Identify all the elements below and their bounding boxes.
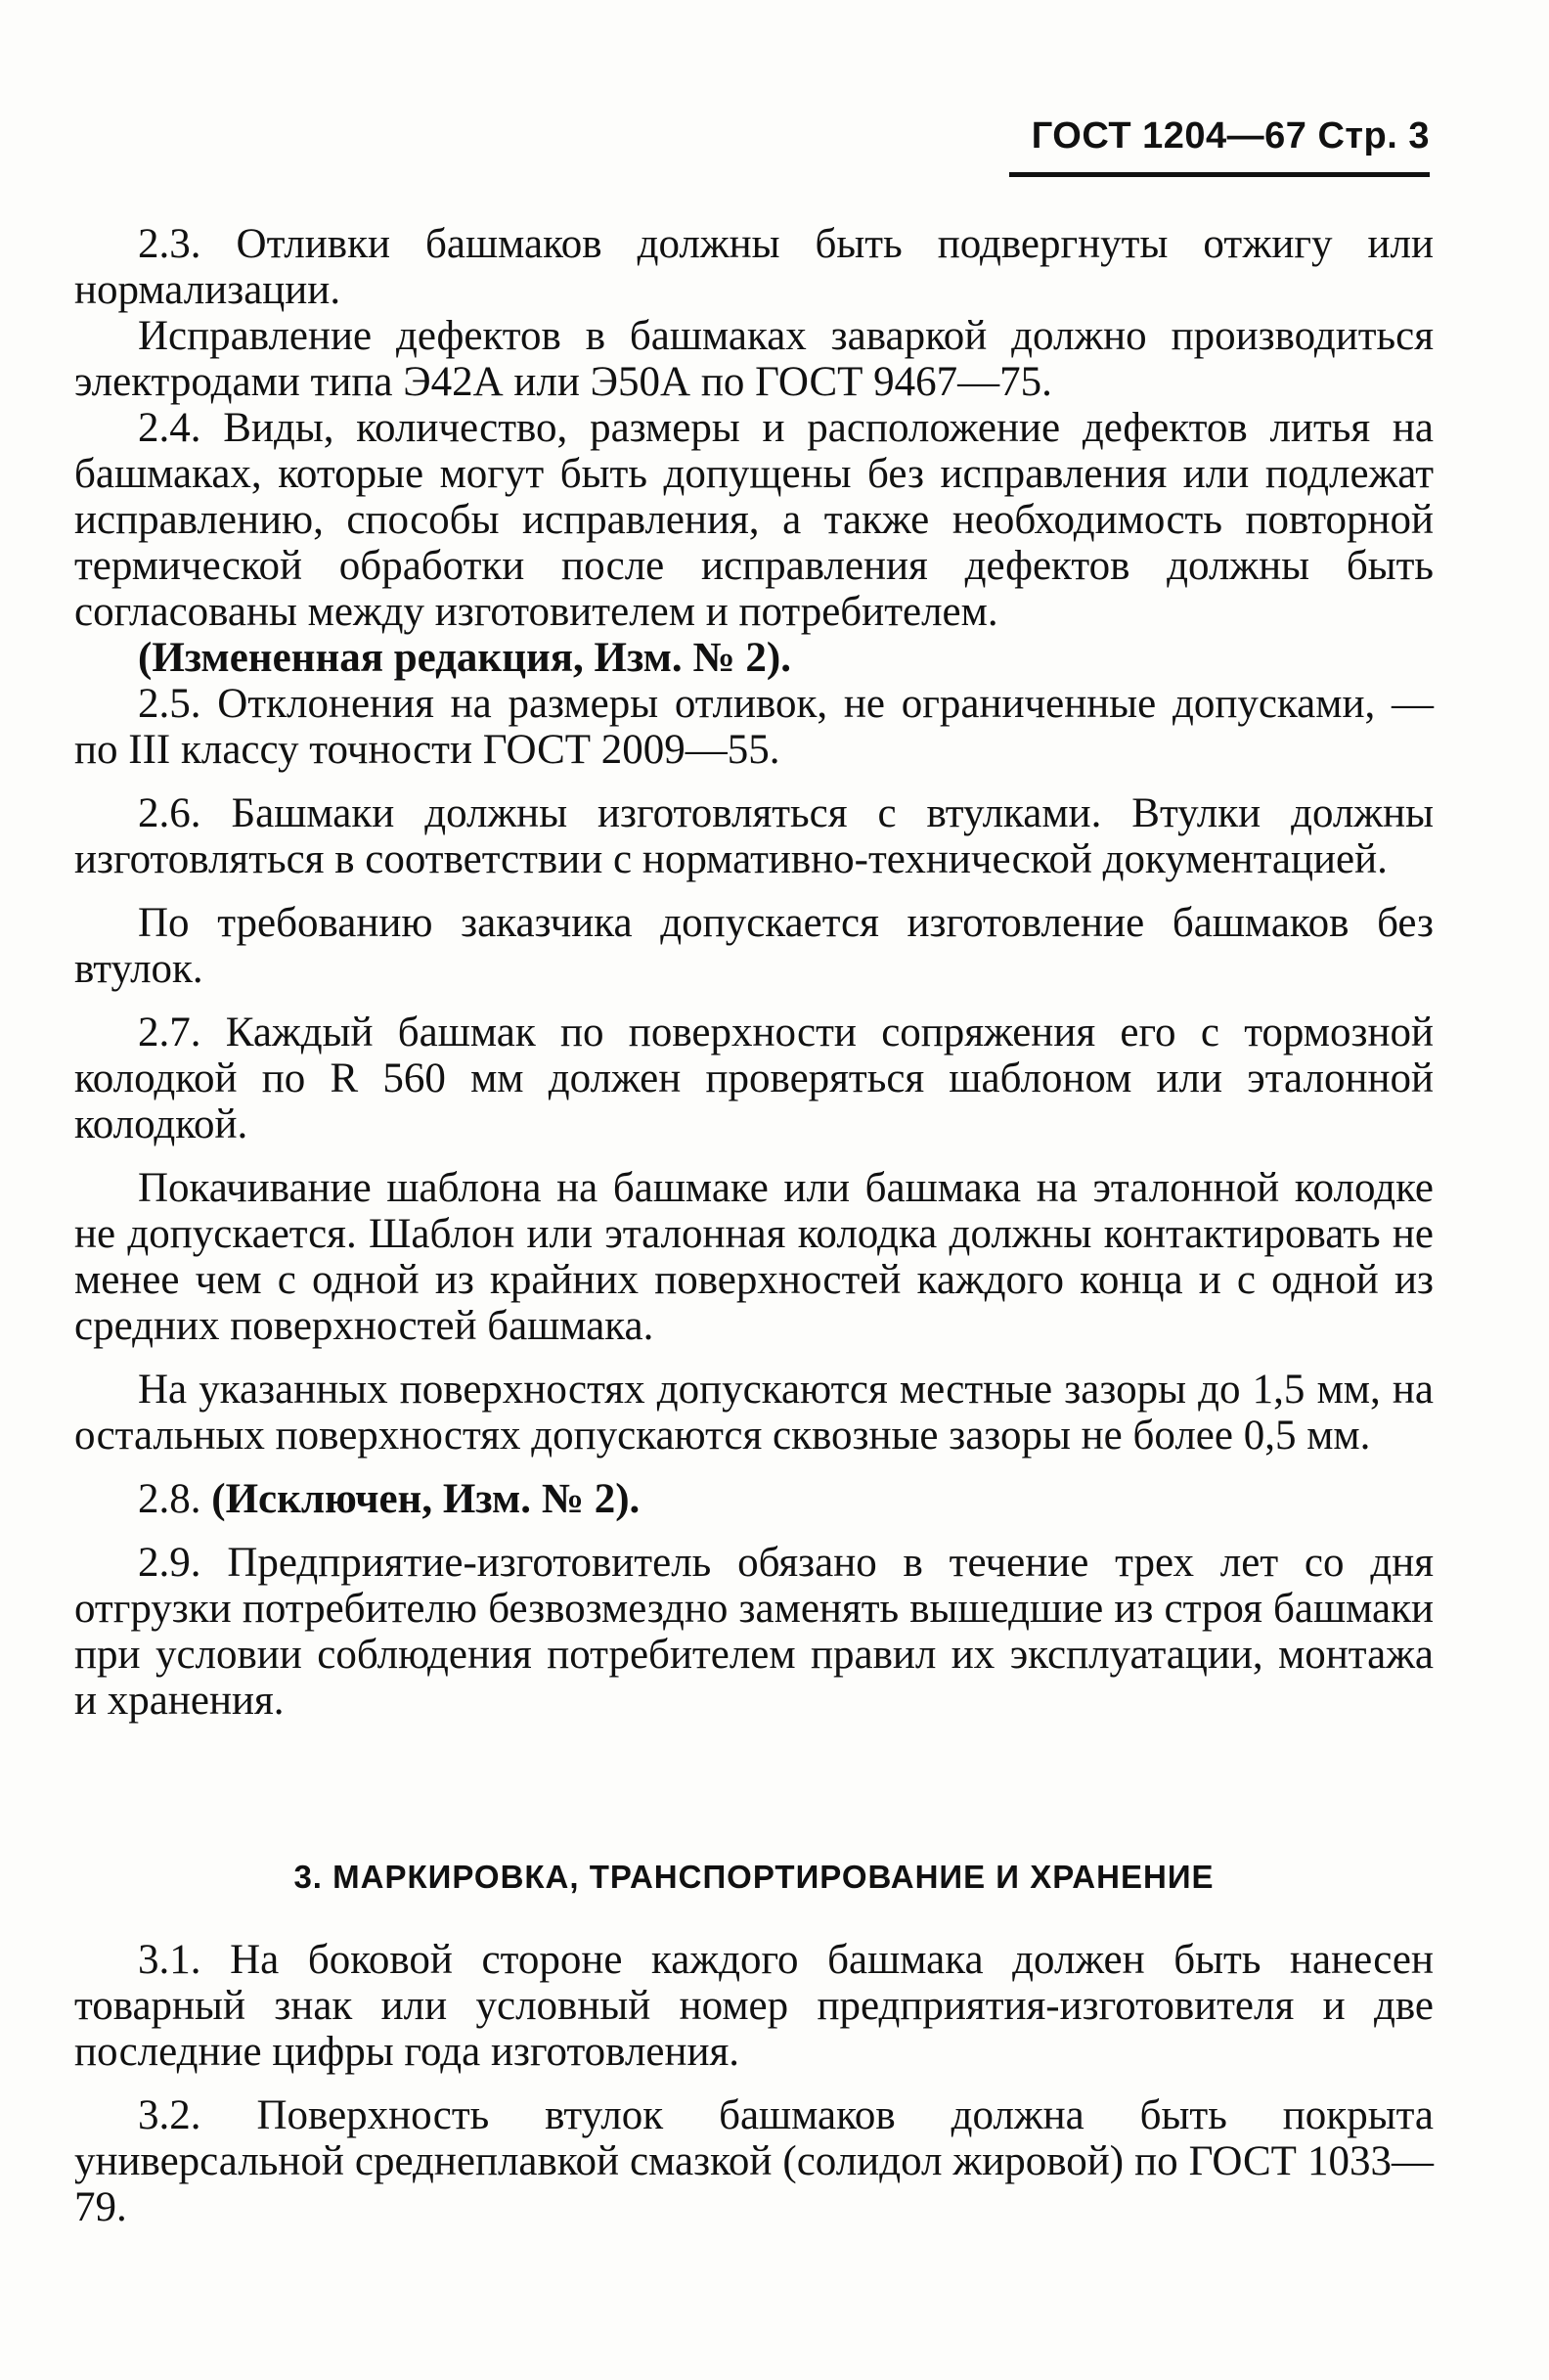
page-header: ГОСТ 1204—67 Стр. 3 [1031,115,1430,157]
paragraph-2-7-template: Покачивание шаблона на башмаке или башмака на эталонной колодке не допускается. Шаблон или эталонная колодка должны контактировать не менее чем с одной из крайних поверхностей каждого конца и с одной из средних поверхностей башмака. [74,1165,1434,1349]
paragraph-2-8 [74,1476,1434,1522]
paragraph-2-6-customer: По требованию заказчика допускается изготовление башмаков без втулок. [74,900,1434,992]
paragraph-2-4: 2.4. Виды, количество, размеры и расположение дефектов литья на башмаках, которые могут быть допущены без исправления или подлежат исправлению, способы исправления, а также необходимость повторной термической обработки после исправления дефектов должны быть согласованы между изготовителем и потребителем. [74,405,1434,635]
paragraph-2-8-text: (Исключен, Изм. № 2). [211,1476,641,1522]
paragraph-2-5: 2.5. Отклонения на размеры отливок, не ограниченные допусками, — по III классу точности ГОСТ 2009—55. [74,681,1434,773]
paragraph-2-7-gaps: На указанных поверхностях допускаются местные зазоры до 1,5 мм, на остальных поверхностях допускаются сквозные зазоры не более 0,5 мм. [74,1367,1434,1459]
paragraph-3-1: 3.1. На боковой стороне каждого башмака должен быть нанесен товарный знак или условный номер предприятия-изготовителя и две последние цифры года изготовления. [74,1937,1434,2075]
section-3-heading: 3. МАРКИРОВКА, ТРАНСПОРТИРОВАНИЕ И ХРАНЕНИЕ [293,1859,1215,1895]
paragraph-2-9: 2.9. Предприятие-изготовитель обязано в течение трех лет со дня отгрузки потребителю безвозмездно заменять вышедшие из строя башмаки при условии соблюдения потребителем правил их эксплуатации, монтажа и хранения. [74,1540,1434,1724]
paragraph-2-8-number: 2.8. [138,1476,201,1522]
paragraph-2-7: 2.7. Каждый башмак по поверхности сопряжения его с тормозной колодкой по R 560 мм должен проверяться шаблоном или эталонной колодкой. [74,1010,1434,1147]
paragraph-2-3: 2.3. Отливки башмаков должны быть подвергнуты отжигу или нормализации. [74,221,1434,313]
paragraph-3-2: 3.2. Поверхность втулок башмаков должна быть покрыта универсальной среднеплавкой смазкой (солидол жировой) по ГОСТ 1033—79. [74,2092,1434,2230]
paragraph-2-6: 2.6. Башмаки должны изготовляться с втулками. Втулки должны изготовляться в соответствии с нормативно-технической документацией. [74,790,1434,882]
paragraph-2-3-repair: Исправление дефектов в башмаках заваркой должно производиться электродами типа Э42А или Э50А по ГОСТ 9467—75. [74,313,1434,405]
section-3-body [74,1937,1434,2230]
header-rule [1009,172,1430,177]
section-2-body [74,221,1434,1724]
amendment-note: (Измененная редакция, Изм. № 2). [138,635,791,681]
